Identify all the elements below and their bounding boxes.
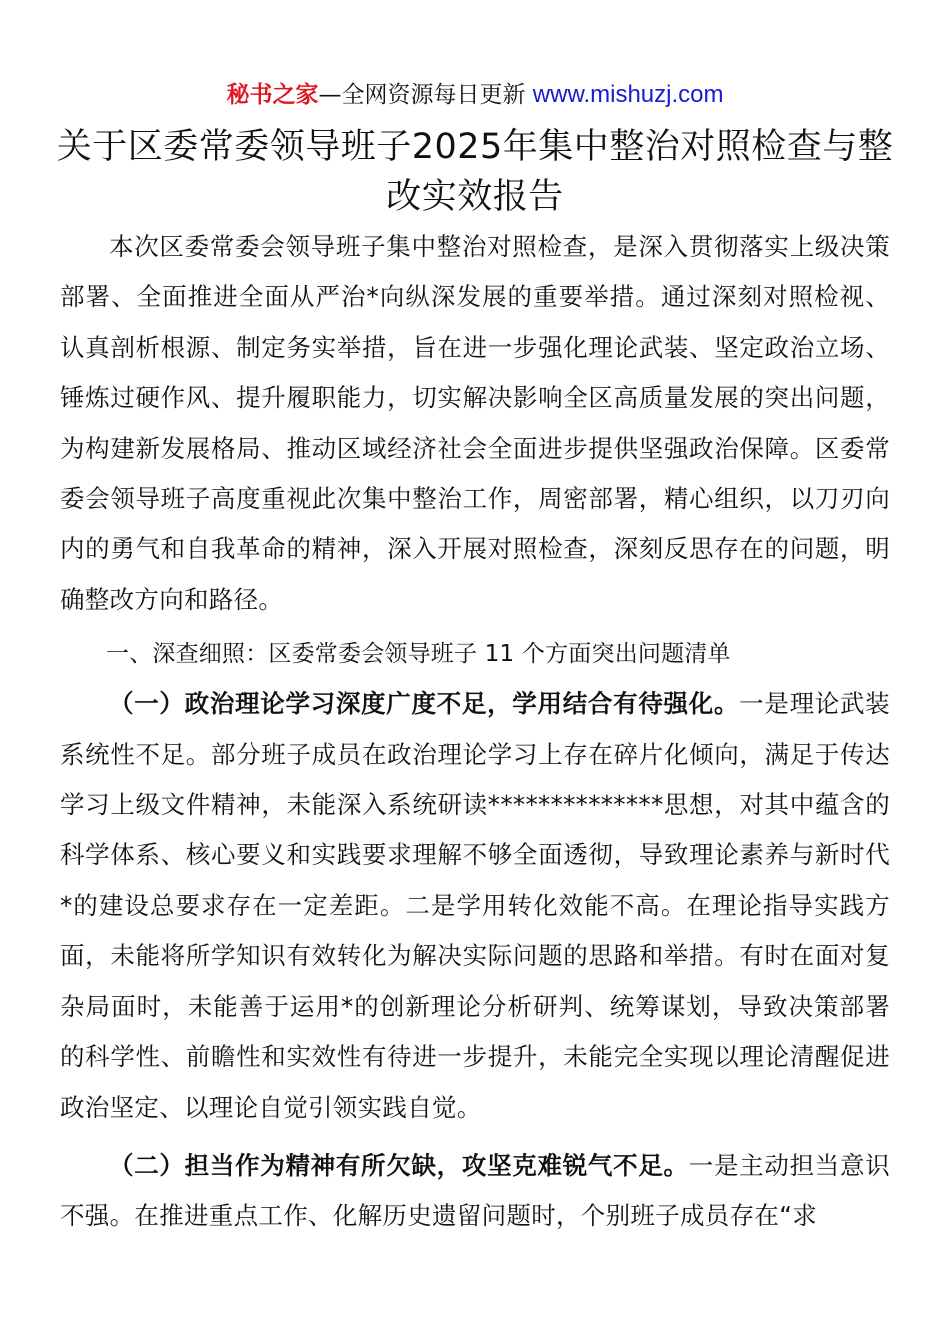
document-title: 关于区委常委领导班子2025年集中整治对照检查与整改实效报告: [56, 127, 894, 217]
intro-paragraph: 本次区委常委会领导班子集中整治对照检查，是深入贯彻落实上级决策部署、全面推进全面从严治*向纵深发展的重要举措。通过深刻对照检视、认真剖析根源、制定务实举措，旨在进一步强化理论武装、坚定政治立场、锤炼过硬作风、提升履职能力，切实解决影响全区高质量发展的突出问题，为构建新发展格局、推动区域经济社会全面进步提供坚强政治保障。区委常委会领导班子高度重视此次集中整治工作，周密部署，精心组织，以刀刃向内的勇气和自我革命的精神，深入开展对照检查，深刻反思存在的问题，明确整改方向和路径。: [60, 232, 890, 614]
site-header: [0, 78, 950, 112]
section-heading-1: 一、深查细照：区委常委会领导班子 11 个方面突出问题清单: [106, 641, 731, 668]
item-1-text: 一是理论武装系统性不足。部分班子成员在政治理论学习上存在碎片化倾向，满足于传达学习上级文件精神，未能深入系统研读**************思想，对其中蕴含的科学体系、核心要义和实践要求理解不够全面透彻，导致理论素养与新时代*的建设总要求存在一定差距。二是学用转化效能不高。在理论指导实践方面，未能将所学知识有效转化为解决实际问题的思路和举措。有时在面对复杂局面时，未能善于运用*的创新理论分析研判、统筹谋划，导致决策部署的科学性、前瞻性和实效性有待进一步提升，未能完全实现以理论清醒促进政治坚定、以理论自觉引领实践自觉。: [60, 689, 890, 1122]
item-2-text: 一是主动担当意识不强。在推进重点工作、化解历史遗留问题时，个别班子成员存在“求: [60, 1150, 890, 1231]
site-tagline: —全网资源每日更新: [318, 82, 526, 108]
item-1-paragraph: [60, 679, 890, 1133]
document-body: [60, 222, 890, 1242]
item-2-heading: （二）担当作为精神有所欠缺，攻坚克难锐气不足。: [109, 1150, 689, 1180]
site-brand: 秘书之家: [226, 82, 319, 108]
site-url[interactable]: www.mishuzj.com: [532, 81, 724, 108]
item-1-heading: （一）政治理论学习深度广度不足，学用结合有待强化。: [109, 689, 740, 719]
item-2-paragraph: [60, 1141, 890, 1242]
